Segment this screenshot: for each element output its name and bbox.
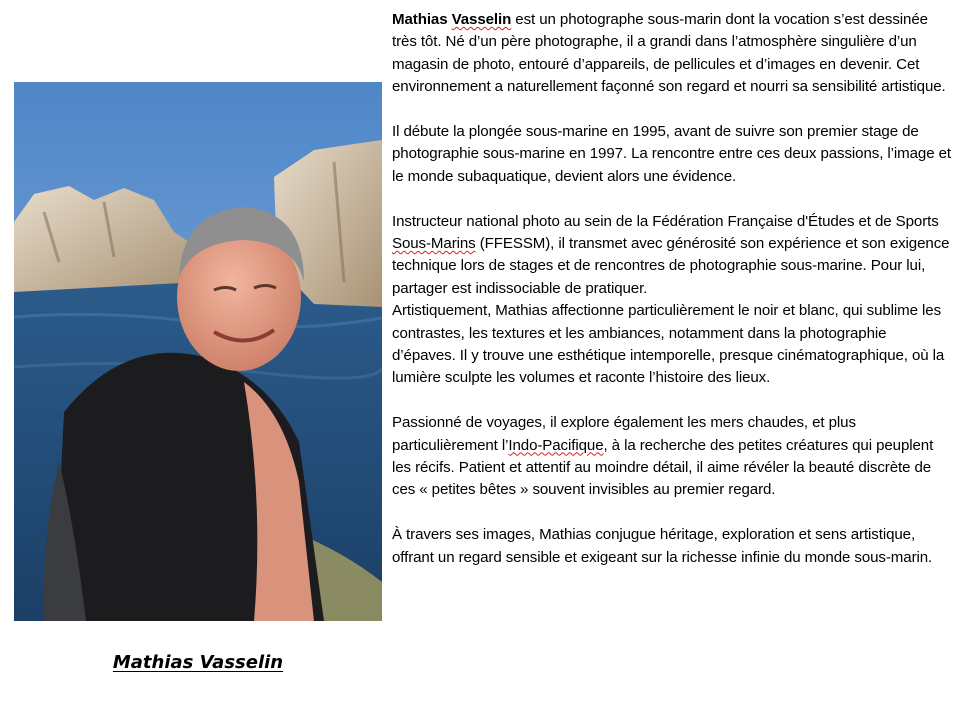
portrait-photo-icon — [14, 82, 382, 621]
paragraph-instructor-before: Instructeur national photo au sein de la Fédération Française d'Études et de Sports — [392, 212, 939, 230]
paragraph-diving: Il débute la plongée sous-marine en 1995, avant de suivre son premier stage de photographie sous-marine en 1997. La rencontre entre ces deux passions, l’image et le monde subaquatique, devient alors une évidence. — [392, 123, 952, 185]
paragraph-instructor-underlined: Sous-Marins — [392, 235, 476, 253]
paragraph-conclusion: À travers ses images, Mathias conjugue héritage, exploration et sens artistique, offrant un regard sensible et exigeant sur la richesse infinie du monde sous-marin. — [392, 526, 933, 566]
bio-name-first: Mathias — [392, 11, 448, 28]
portrait-photo — [14, 82, 382, 621]
paragraph-intro-text: est un photographe sous-marin dont la vocation s’est dessinée très tôt. Né d’un père photographe, il a grandi dans l’atmosphère singulière d’un magasin de photo, entouré d’appareils, de pellicules et d’images en devenir. Cet environnement a naturellement façonné son regard et nourri sa sensibilité artistique. — [392, 11, 946, 96]
paragraph-travel — [392, 412, 952, 502]
bio-name — [392, 11, 511, 28]
paragraph-instructor-after: (FFESSM), il transmet avec générosité son expérience et son exigence technique lors de stages et de rencontres de photographie sous-marine. Pour lui, partager est indissociable de pratiquer. — [392, 235, 950, 297]
paragraph-travel-after: , à la recherche des petites créatures qui peuplent les récifs. Patient et attentif au moindre détail, il aime révéler la beauté discrète de ces « petites bêtes » souvent invisibles au premier regard. — [392, 436, 934, 499]
photo-caption: Mathias Vasselin — [112, 652, 284, 673]
paragraph-instructor — [392, 211, 952, 301]
bio-name-last: Vasselin — [451, 11, 512, 28]
paragraph-artistic: Artistiquement, Mathias affectionne particulièrement le noir et blanc, qui sublime les contrastes, les textures et les ambiances, notamment dans la photographie d’épaves. Il y trouve une esthétique intemporelle, presque cinématographique, où la lumière sculpte les volumes et raconte l’histoire des lieux. — [392, 302, 945, 387]
biography-text — [392, 9, 952, 569]
paragraph-travel-underlined: Indo-Pacifique — [508, 436, 604, 454]
paragraph-intro — [392, 9, 952, 99]
paragraph-travel-before: Passionné de voyages, il explore également les mers chaudes, et plus particulièrement l’ — [392, 414, 856, 454]
